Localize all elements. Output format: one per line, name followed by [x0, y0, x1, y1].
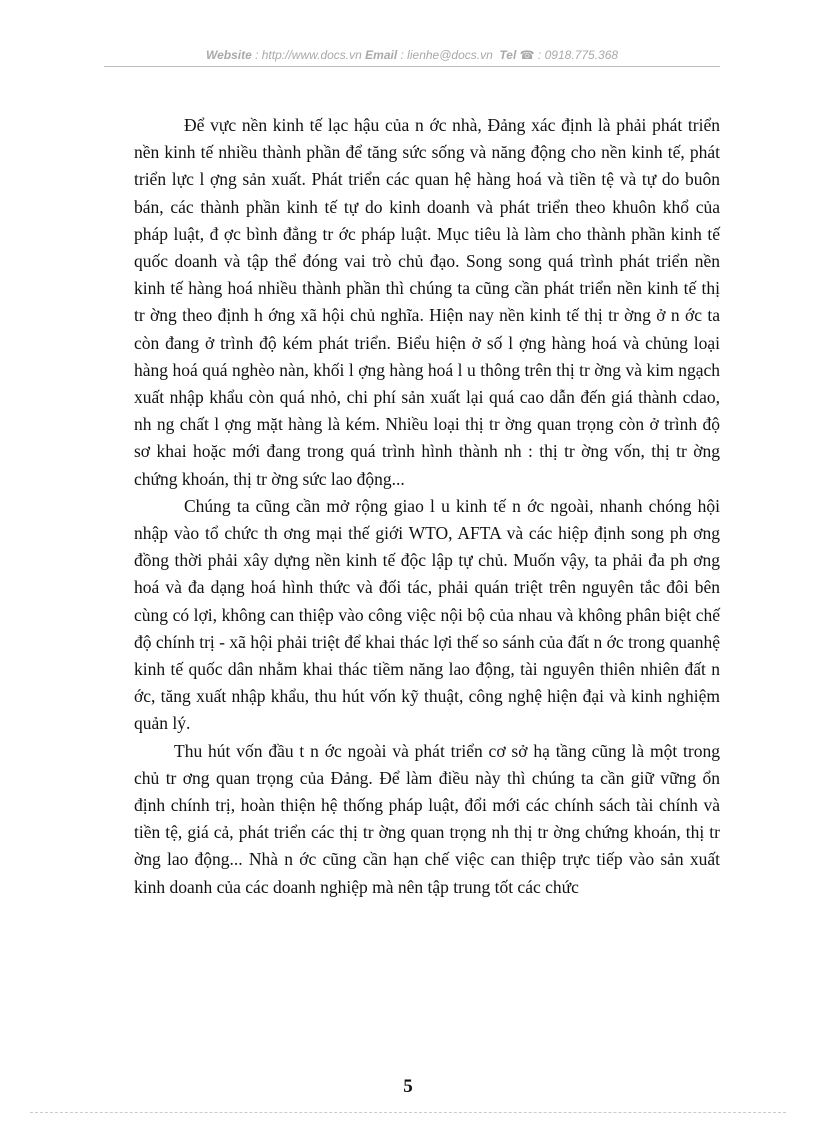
tel-value: : 0918.775.368 [537, 48, 619, 62]
footer-divider [30, 1112, 786, 1113]
tel-label: Tel [499, 48, 517, 62]
website-label: Website [205, 48, 252, 62]
email-value: : lienhe@docs.vn [400, 48, 493, 62]
page-header [104, 48, 720, 62]
paragraph-3: Thu hút vốn đầu t n ớc ngoài và phát triển cơ sở hạ tầng cũng là một trong chủ tr ơng quan trọng của Đảng. Để làm điều này thì chúng ta cần giữ vững ổn định chính trị, hoàn thiện hệ thống pháp luật, đổi mới các chính sách tài chính và tiền tệ, giá cả, phát triển các thị tr ờng quan trọng nh thị tr ờng chứng khoán, thị tr ờng lao động... Nhà n ớc cũng cần hạn chế việc can thiệp trực tiếp vào sản xuất kinh doanh của các doanh nghiệp mà nên tập trung tốt các chức [134, 740, 720, 897]
phone-icon: ☎ [519, 48, 535, 62]
page-number: 5 [403, 1076, 413, 1097]
paragraph-2: Chúng ta cũng cần mở rộng giao l u kinh tế n ớc ngoài, nhanh chóng hội nhập vào tổ chức th ơng mại thế giới WTO, AFTA và các hiệp định song ph ơng đồng thời phải xây dựng nền kinh tế độc lập tự chủ. Muốn vậy, ta phải đa ph ơng hoá và đa dạng hoá hình thức và đối tác, phải quán triệt trên nguyên tắc đôi bên cùng có lợi, không can thiệp vào công việc nội bộ của nhau và không phân biệt chế độ chính trị - xã hội phải triệt để khai thác lợi thế so sánh của đất n ớc trong quanhệ kinh tế quốc dân nhằm khai thác tiềm năng lao động, tài nguyên thiên nhiên đất n ớc, tăng xuất nhập khẩu, thu hút vốn kỹ thuật, công nghệ hiện đại và kinh nghiệm quản lý. [134, 495, 720, 734]
website-value: : http://www.docs.vn [255, 48, 362, 62]
header-divider [104, 66, 720, 67]
email-label: Email [365, 48, 398, 62]
document-body [134, 112, 720, 901]
paragraph-1: Để vực nền kinh tế lạc hậu của n ớc nhà, Đảng xác định là phải phát triển nền kinh tế nhiều thành phần để tăng sức sống và năng động cho nền kinh tế, phát triển lực l ợng sản xuất. Phát triển các quan hệ hàng hoá và tiền tệ và tự do buôn bán, các thành phần kinh tế tự do kinh doanh và phát triển theo khuôn khổ của pháp luật, đ ợc bình đẳng tr ớc pháp luật. Mục tiêu là làm cho thành phần kinh tế quốc doanh và tập thể đóng vai trò chủ đạo. Song song quá trình phát triển nền kinh tế hàng hoá nhiều thành phần thì chúng ta cũng cần phát triển nền kinh tế thị tr ờng theo định h ớng xã hội chủ nghĩa. Hiện nay nền kinh tế thị tr ờng ở n ớc ta còn đang ở trình độ kém phát triển. Biểu hiện ở số l ợng hàng hoá và chủng loại hàng hoá quá nghèo nàn, khối l ợng hàng hoá l u thông trên thị tr ờng và kim ngạch xuất nhập khẩu còn quá nhỏ, chi phí sản xuất lại quá cao dẫn đến giá thành cdao, nh ng chất l ợng mặt hàng là kém. Nhiều loại thị tr ờng quan trọng còn ở trình độ sơ khai hoặc mới đang trong quá trình hình thành nh : thị tr ờng vốn, thị tr ờng chứng khoán, thị tr ờng sức lao động... [134, 115, 720, 489]
